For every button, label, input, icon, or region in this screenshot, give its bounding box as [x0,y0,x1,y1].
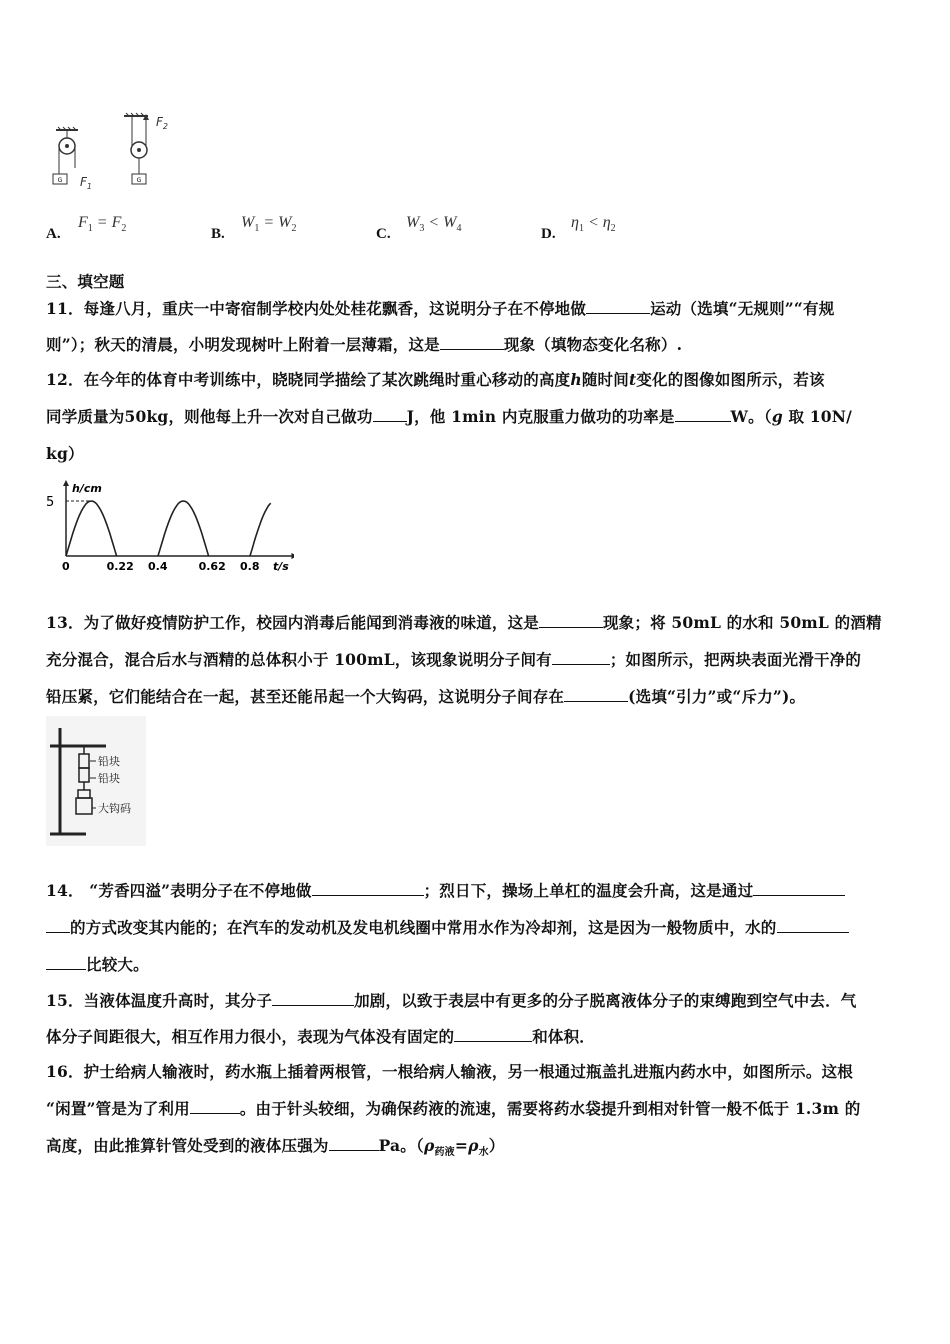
q11-line-2: 则”）；秋天的清晨，小明发现树叶上附着一层薄霜，这是 现象（填物态变化名称）. [46,335,683,354]
q16-line-3: 高度，由此推算针管处受到的液体压强为 Pa。$(\rho_{药液}=\rho_水)$ [46,1136,505,1159]
pulley-figure [48,110,188,192]
q11-line-1: 11．每逢八月，重庆一中寄宿制学校内处处桂花飘香，这说明分子在不停地做 运动（选填“无规则”“有规 [46,299,835,318]
q12-blank-2[interactable] [675,407,731,422]
section-title: 三、填空题 [46,272,125,291]
option-a-formula: $F_1 = F_2$ [78,214,127,235]
option-d-letter: D. [541,226,556,242]
lead-block-figure [46,716,146,846]
q14-blank-3[interactable] [777,918,849,933]
q13-blank-1[interactable] [539,613,603,628]
option-a-letter: A. [46,226,61,242]
x-axis-label: t/s [273,560,289,573]
q16-line-1: 16．护士给病人输液时，药水瓶上插着两根管，一根给病人输液，另一根通过瓶盖扎进瓶内药水中，如图所示。这根 [46,1062,853,1081]
option-b-letter: B. [211,226,225,242]
q12-line-3: kg） [46,444,84,463]
movable-pulley-diagram [124,113,168,184]
weight-label-right: G [136,177,142,184]
x-tick-label: 0.4 [148,560,168,573]
q14-line-3: 比较大。 [46,953,906,975]
q13-blank-3[interactable] [564,687,628,702]
label-lead-block-2: 铅块 [98,772,120,785]
x-tick-label: 0.8 [240,560,260,573]
x-tick-label: 0 [62,560,70,573]
q14-blank-1[interactable] [312,881,424,896]
q14-blank-2-cont[interactable] [46,918,70,933]
jump-curve-1 [66,501,117,556]
q15-line-2: 体分子间距很大，相互作用力很小，表现为气体没有固定的 和体积． [46,1027,596,1046]
q11-blank-1[interactable] [586,299,650,314]
jump-curve-2 [158,501,209,556]
q14-blank-2[interactable] [753,881,845,896]
force-f1-label: $F_1$ [80,175,92,191]
fixed-pulley-diagram [53,127,92,191]
q14-blank-3-cont[interactable] [46,955,86,970]
q14-line-2: 的方式改变其内能的；在汽车的发动机及发电机线圈中常用水作为冷却剂，这是因为一般物质中，水的 [46,916,906,938]
option-b-formula: $W_1 = W_2$ [241,214,297,235]
q11-blank-2[interactable] [440,335,504,350]
x-axis-arrow [291,553,294,559]
q12-line-1: 12．在今年的体育中考训练中，晓晓同学描绘了某次跳绳时重心移动的高度h随时间t变化的图像如图所示，若该 [46,370,825,389]
q15-blank-2[interactable] [454,1027,532,1042]
q13-line-1: 13．为了做好疫情防护工作，校园内消毒后能闻到消毒液的味道，这是 现象；将 50mL 的水和 50mL 的酒精 [46,613,882,632]
y-tick-label: 5 [46,495,55,510]
label-large-weight: 大钩码 [98,802,131,815]
jump-curve-3 [250,503,271,556]
q16-blank-1[interactable] [190,1099,240,1114]
q15-line-1: 15．当液体温度升高时，其分子 加剧，以致于表层中有更多的分子脱离液体分子的束缚跑到空气中去．气 [46,991,857,1010]
q13-line-2: 充分混合，混合后水与酒精的总体积小于 100mL，该现象说明分子间有 ；如图所示，把两块表面光滑干净的 [46,650,862,669]
weight-label-left: G [57,177,63,184]
q16-blank-2[interactable] [329,1136,379,1151]
q12-blank-1[interactable] [373,407,407,422]
y-axis-label: h/cm [72,482,102,495]
q16-line-2: “闲置”管是为了利用 。由于针头较细，为确保药液的流速，需要将药水袋提升到相对针管一般不低于 1.3m 的 [46,1099,861,1118]
option-c-letter: C. [376,226,391,242]
option-c-formula: $W_3 < W_4$ [406,214,462,235]
q12-line-2: 同学质量为50kg，则他每上升一次对自己做功 J，他 1min 内克服重力做功的功率是 W。（g 取 10N/ [46,407,852,426]
y-axis-arrow [63,480,69,486]
x-tick-label: 0.22 [106,560,134,573]
q14-line-1: 14． “芳香四溢”表明分子在不停地做 ；烈日下，操场上单杠的温度会升高，这是通过 [46,879,906,901]
height-time-chart [44,478,294,578]
force-f2-label: $F_2$ [156,115,168,131]
q15-blank-1[interactable] [272,991,354,1006]
q13-blank-2[interactable] [552,650,610,665]
label-lead-block-1: 铅块 [98,755,120,768]
x-tick-label: 0.62 [198,560,226,573]
option-d-formula: $\eta_1 < \eta_2$ [571,214,616,235]
q13-line-3: 铅压紧，它们能结合在一起，甚至还能吊起一个大钩码，这说明分子间存在 (选填“引力”或“斥力”)。 [46,687,806,706]
